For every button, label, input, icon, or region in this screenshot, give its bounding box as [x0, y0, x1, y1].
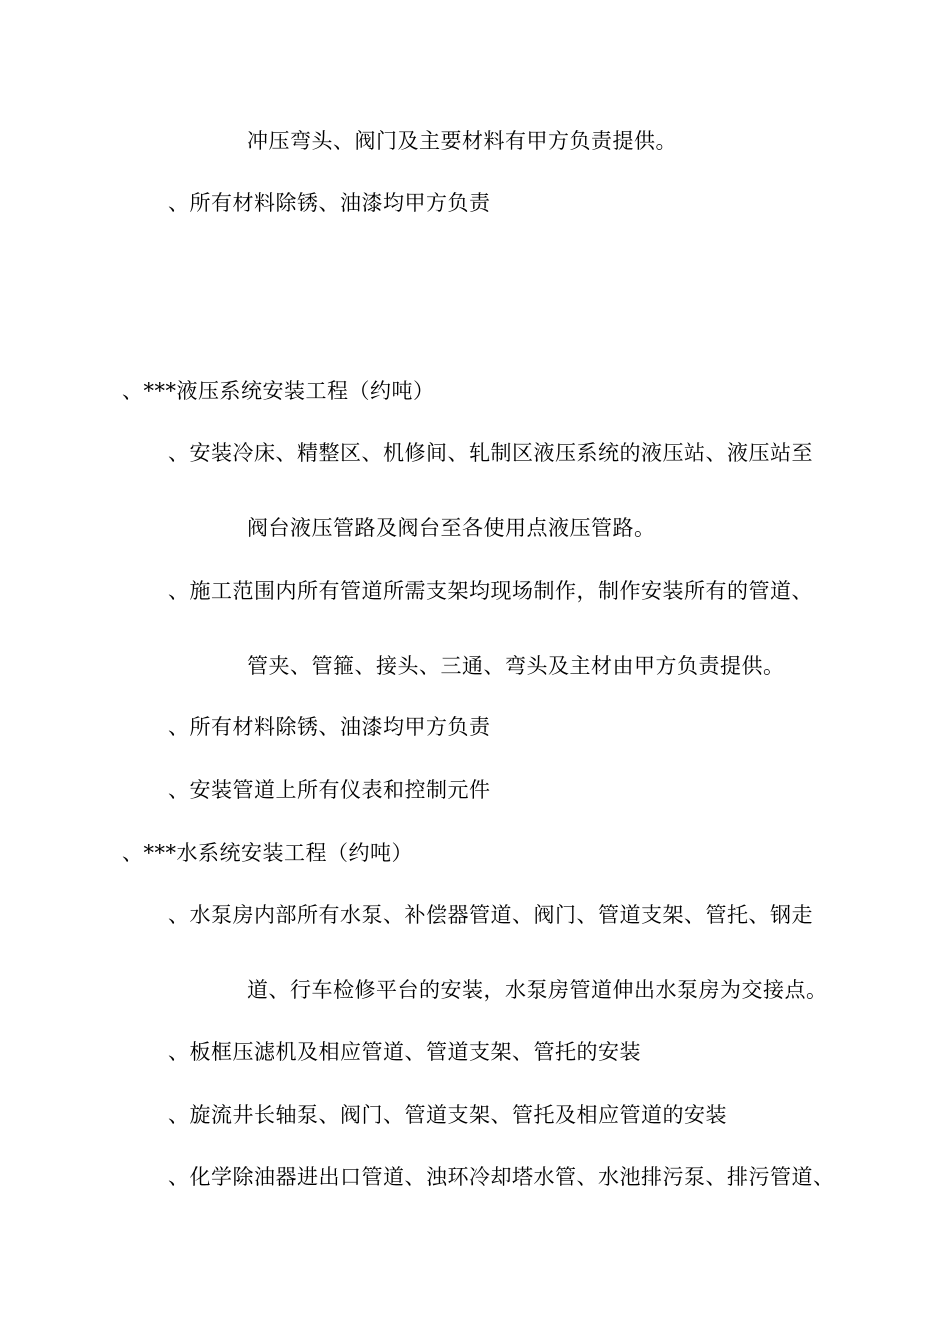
paragraph-continuation: 阀台液压管路及阀台至各使用点液压管路。 — [247, 516, 656, 540]
list-item: 、施工范围内所有管道所需支架均现场制作，制作安装所有的管道、 — [168, 579, 813, 603]
list-item: 、板框压滤机及相应管道、管道支架、管托的安装 — [168, 1040, 641, 1064]
section-heading: 、***液压系统安装工程（约吨） — [122, 379, 435, 403]
list-item: 、安装冷床、精整区、机修间、轧制区液压系统的液压站、液压站至 — [168, 441, 813, 465]
paragraph-continuation: 管夹、管箍、接头、三通、弯头及主材由甲方负责提供。 — [247, 654, 785, 678]
list-item: 、所有材料除锈、油漆均甲方负责 — [168, 191, 491, 215]
list-item: 、化学除油器进出口管道、浊环冷却塔水管、水池排污泵、排污管道、 — [168, 1165, 835, 1189]
list-item: 、旋流井长轴泵、阀门、管道支架、管托及相应管道的安装 — [168, 1103, 727, 1127]
paragraph-continuation: 道、行车检修平台的安装，水泵房管道伸出水泵房为交接点。 — [247, 978, 828, 1002]
section-heading: 、***水系统安装工程（约吨） — [122, 841, 413, 865]
list-item: 、所有材料除锈、油漆均甲方负责 — [168, 715, 491, 739]
list-item: 、水泵房内部所有水泵、补偿器管道、阀门、管道支架、管托、钢走 — [168, 903, 813, 927]
paragraph-continuation: 冲压弯头、阀门及主要材料有甲方负责提供。 — [247, 129, 677, 153]
list-item: 、安装管道上所有仪表和控制元件 — [168, 778, 491, 802]
